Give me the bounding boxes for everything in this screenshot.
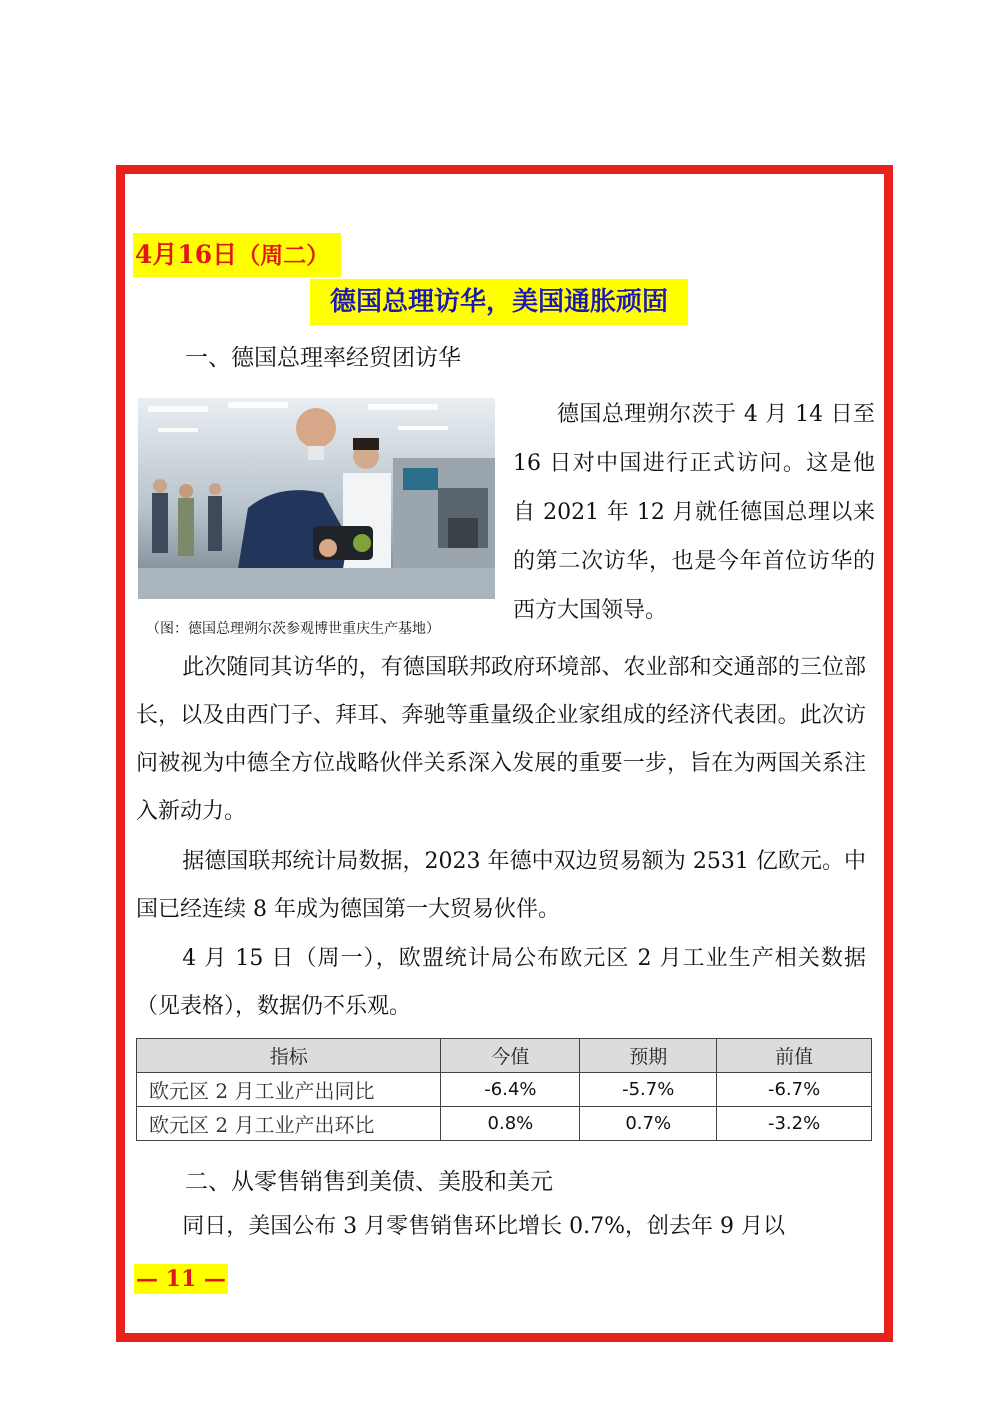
news-photo	[138, 398, 495, 599]
paragraph-delegation: 此次随同其访华的，有德国联邦政府环境部、农业部和交通部的三位部长，以及由西门子、拜耳、奔驰等重量级企业家组成的经济代表团。此次访问被视为中德全方位战略伙伴关系深入发展的重要一步，旨在为两国关系注入新动力。	[136, 655, 866, 824]
date-tag	[133, 233, 341, 277]
page-title: 德国总理访华，美国通胀顽固	[310, 279, 688, 325]
table-header-cell: 指标	[137, 1039, 441, 1073]
table-header-cell: 预期	[580, 1039, 717, 1073]
table-row	[137, 1073, 872, 1107]
table-cell: -6.4%	[441, 1073, 580, 1107]
paragraph-retail: 同日，美国公布 3 月零售销售环比增长 0.7%，创去年 9 月以	[182, 1214, 786, 1239]
table-cell: -3.2%	[717, 1107, 872, 1141]
table-cell: -6.7%	[717, 1073, 872, 1107]
paragraph-eurozone: 4 月 15 日（周一），欧盟统计局公布欧元区 2 月工业生产相关数据（见表格），数据仍不乐观。	[136, 946, 866, 1019]
table-cell: 欧元区 2 月工业产出环比	[137, 1107, 441, 1141]
section-2-heading: 二、从零售销售到美债、美股和美元	[185, 1169, 553, 1195]
industrial-data-table	[136, 1038, 872, 1141]
table-cell: 0.8%	[441, 1107, 580, 1141]
table-header-row	[137, 1039, 872, 1073]
page-number: — 11 —	[136, 1266, 226, 1292]
table-header-cell: 前值	[717, 1039, 872, 1073]
table-cell: -5.7%	[580, 1073, 717, 1107]
factory-visit-illustration	[138, 398, 495, 599]
image-caption: （图：德国总理朔尔茨参观博世重庆生产基地）	[146, 621, 440, 637]
table-cell: 0.7%	[580, 1107, 717, 1141]
weekday-text: （周二）	[237, 243, 330, 269]
table-row	[137, 1107, 872, 1141]
paragraph-trade: 据德国联邦统计局数据，2023 年德中双边贸易额为 2531 亿欧元。中国已经连续 8 年成为德国第一大贸易伙伴。	[136, 849, 866, 922]
side-paragraph: 德国总理朔尔茨于 4 月 14 日至 16 日对中国进行正式访问。这是他自 2021 年 12 月就任德国总理以来的第二次访华，也是今年首位访华的西方大国领导。	[513, 402, 875, 623]
date-text: 4月16日	[135, 240, 238, 269]
table-header-cell: 今值	[441, 1039, 580, 1073]
section-1-heading: 一、德国总理率经贸团访华	[185, 345, 461, 371]
table-cell: 欧元区 2 月工业产出同比	[137, 1073, 441, 1107]
